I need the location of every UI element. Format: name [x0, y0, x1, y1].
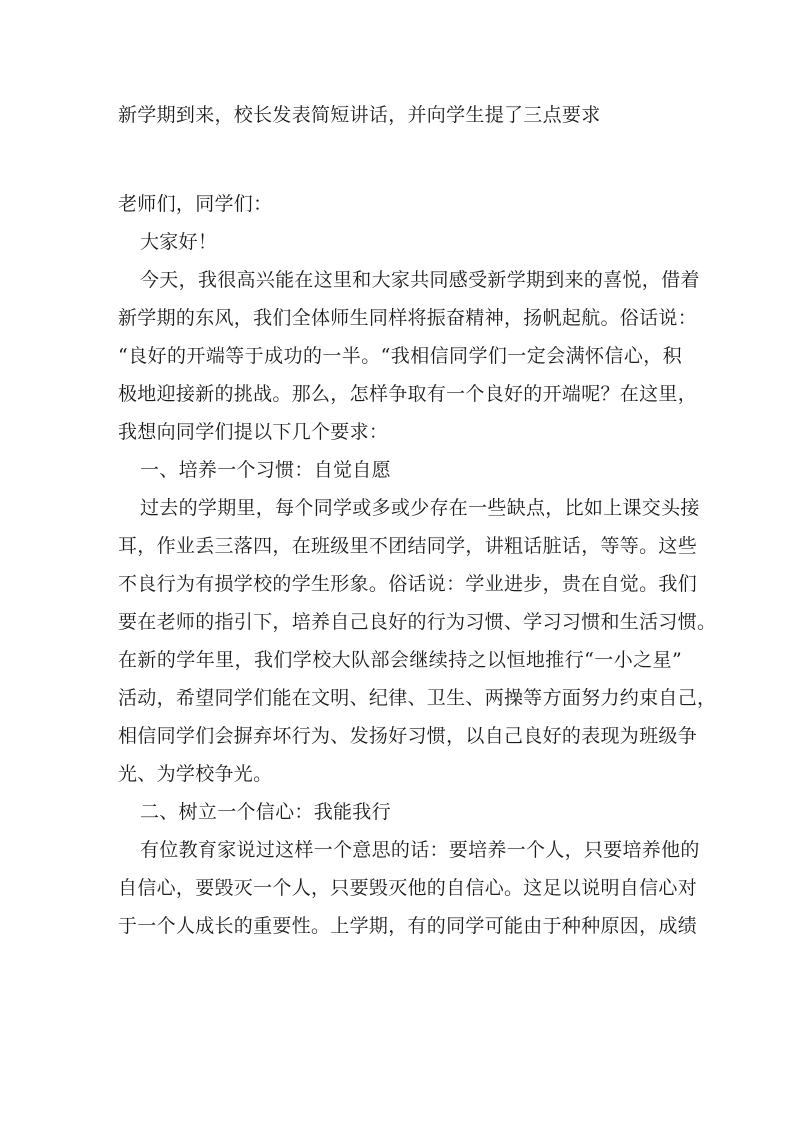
paragraph-2-line-5: 在新的学年里，我们学校大队部会继续持之以恒地推行“一小之星” — [118, 649, 682, 671]
document-title: 新学期到来，校长发表简短讲话，并向学生提了三点要求 — [118, 104, 601, 126]
paragraph-1-line-3: “良好的开端等于成功的一半。“我相信同学们一定会满怀信心，积 — [118, 345, 682, 367]
paragraph-2-line-4: 要在老师的指引下，培养自己良好的行为习惯、学习习惯和生活习惯。 — [118, 611, 717, 633]
salutation: 老师们，同学们： — [118, 193, 273, 215]
paragraph-2-line-3: 不良行为有损学校的学生形象。俗话说：学业进步，贵在自觉。我们 — [118, 573, 698, 595]
paragraph-3-line-3: 于一个人成长的重要性。上学期，有的同学可能由于种种原因，成绩 — [118, 915, 698, 937]
paragraph-2-line-2: 耳，作业丢三落四，在班级里不团结同学，讲粗话脏话，等等。这些 — [118, 535, 698, 557]
paragraph-1-line-4: 极地迎接新的挑战。那么，怎样争取有一个良好的开端呢？在这里， — [118, 383, 698, 405]
paragraph-1-line-5: 我想向同学们提以下几个要求： — [118, 421, 389, 443]
section-heading-2: 二、树立一个信心：我能我行 — [140, 801, 391, 823]
paragraph-2-line-7: 相信同学们会摒弃坏行为、发扬好习惯，以自己良好的表现为班级争 — [118, 725, 698, 747]
paragraph-1-line-1: 今天，我很高兴能在这里和大家共同感受新学期到来的喜悦，借着 — [140, 269, 700, 291]
greeting: 大家好！ — [140, 231, 218, 253]
paragraph-3-line-2: 自信心，要毁灭一个人，只要毁灭他的自信心。这足以说明自信心对 — [118, 877, 698, 899]
paragraph-1-line-2: 新学期的东风，我们全体师生同样将振奋精神，扬帆起航。俗话说： — [118, 307, 698, 329]
paragraph-2-line-8: 光、为学校争光。 — [118, 763, 273, 785]
paragraph-2-line-1: 过去的学期里，每个同学或多或少存在一些缺点，比如上课交头接 — [140, 497, 700, 519]
section-heading-1: 一、培养一个习惯：自觉自愿 — [140, 459, 391, 481]
paragraph-2-line-6: 活动，希望同学们能在文明、纪律、卫生、两操等方面努力约束自己， — [118, 687, 717, 709]
paragraph-3-line-1: 有位教育家说过这样一个意思的话：要培养一个人，只要培养他的 — [140, 839, 700, 861]
